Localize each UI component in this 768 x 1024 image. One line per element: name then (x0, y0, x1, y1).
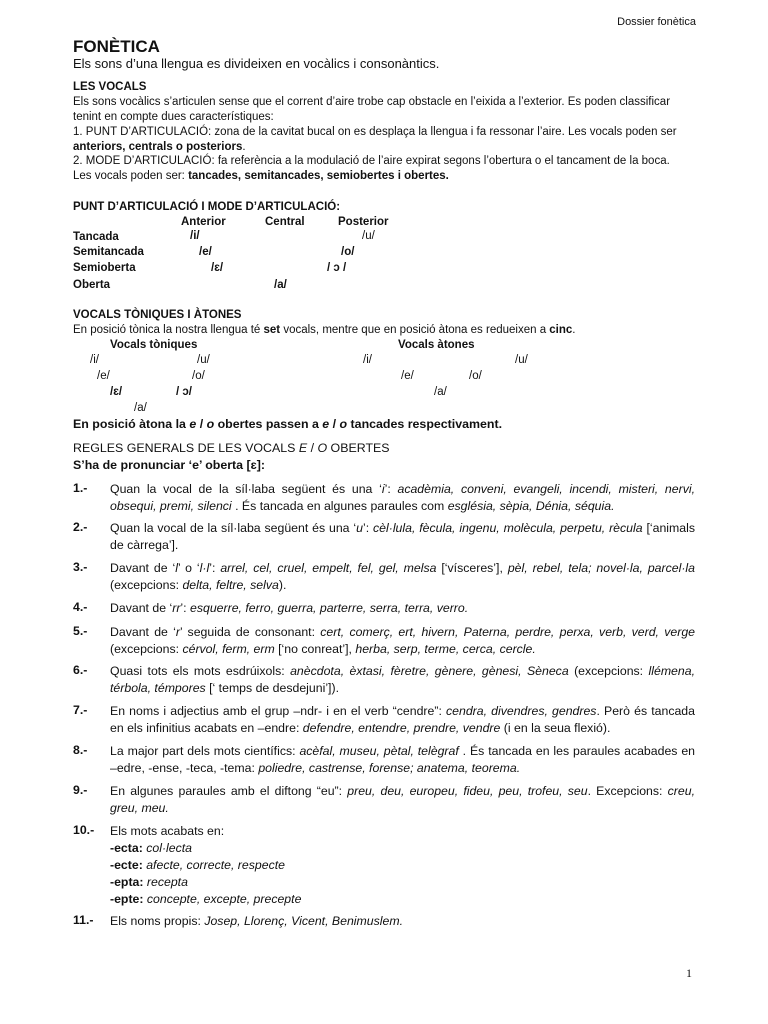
toniques-summary: En posició àtona la e / o obertes passen a e / o tancades respectivament. (73, 417, 503, 431)
col-posterior: Posterior (338, 216, 389, 228)
section-heading-vocals: LES VOCALS (73, 81, 147, 93)
rule-2-number: 2.- (73, 520, 88, 534)
vocals-intro: Els sons vocàlics s’articulen sense que el corrent d’aire trobe cap obstacle en l’eixida a l’exterior. Es poden classificar tenint en compte dues característiques: (73, 96, 671, 123)
rule-10-line-epta: -epta: recepta (110, 875, 188, 889)
rule-8-text: La major part dels mots científics: acèfal, museu, pètal, telègraf . És tancada en les paraules acabades en –edre, -ense, -teca, -tema: poliedre, castrense, forense; anatema, teorema. (110, 744, 696, 775)
page-title: FONÈTICA (73, 37, 160, 56)
rule-1-number: 1.- (73, 481, 88, 495)
toniques-intro: En posició tònica la nostra llengua té set vocals, mentre que en posició àtona es redueixen a cinc. (73, 324, 576, 336)
rule-6-text: Quasi tots els mots esdrúixols: anècdota, èxtasi, fèretre, gènere, gènesi, Sèneca (excepcions: llémena, térbola, témpores [‘ temps de desdejuni’]). (110, 664, 695, 695)
rule-11-text: Els noms propis: Josep, Llorenç, Vicent, Benimuslem. (110, 914, 403, 928)
section-heading-toniques: VOCALS TÒNIQUES I ÀTONES (73, 309, 242, 321)
atona-u: /u/ (515, 354, 528, 366)
rule-6-number: 6.- (73, 663, 88, 677)
rules-subheading: S’ha de pronunciar ‘e’ oberta [ɛ]: (73, 458, 266, 472)
cell-semioberta-anterior: /ɛ/ (211, 262, 224, 274)
rule-3-number: 3.- (73, 560, 88, 574)
atona-i: /i/ (363, 354, 372, 366)
atona-o: /o/ (469, 370, 482, 382)
rule-11-number: 11.- (73, 913, 94, 927)
rule-5-number: 5.- (73, 624, 88, 638)
rule-9-number: 9.- (73, 783, 88, 797)
col-vocals-atones: Vocals àtones (398, 339, 475, 351)
cell-oberta-central: /a/ (274, 279, 287, 291)
vocals-point-2: 2. MODE D’ARTICULACIÓ: fa referència a la modulació de l’aire expirat segons l’obertura o el tancament de la boca. Les vocals poden ser: tancades, semitancades, semiobertes i obertes. (73, 155, 670, 182)
tonica-a: /a/ (134, 402, 147, 414)
col-vocals-toniques: Vocals tòniques (110, 339, 198, 351)
tonica-u: /u/ (197, 354, 210, 366)
page-subtitle: Els sons d’una llengua es divideixen en vocàlics i consonàntics. (73, 56, 440, 71)
row-oberta: Oberta (73, 279, 111, 291)
cell-tancada-anterior: /i/ (190, 230, 200, 242)
rule-5-text: Davant de ‘r’ seguida de consonant: cert, comerç, ert, hivern, Paterna, perdre, perxa, verb, verd, verge (excepcions: cérvol, ferm, erm [‘no conreat’], herba, serp, terme, cerca, cercle. (110, 625, 695, 656)
tonica-o-oberta: / ɔ/ (176, 386, 192, 398)
tonica-e-oberta: /ɛ/ (110, 386, 123, 398)
row-semioberta: Semioberta (73, 262, 136, 274)
section-heading-table: PUNT D’ARTICULACIÓ I MODE D’ARTICULACIÓ: (73, 201, 341, 213)
cell-semioberta-posterior: / ɔ / (327, 262, 347, 274)
rule-10-line-ecta: -ecta: col·lecta (110, 841, 193, 855)
rule-10-line-ecte: -ecte: afecte, correcte, respecte (110, 858, 285, 872)
tonica-o: /o/ (192, 370, 205, 382)
rule-10-text (110, 823, 695, 908)
rule-7-number: 7.- (73, 703, 88, 717)
cell-tancada-posterior: /u/ (362, 230, 375, 242)
document-header: Dossier fonètica (617, 16, 696, 28)
atona-a: /a/ (434, 386, 447, 398)
rule-3-text: Davant de ‘l’ o ‘l·l’: arrel, cel, cruel, empelt, fel, gel, melsa [‘vísceres’], pèl, rebel, tela; novel·la, parcel·la (excepcions: delta, feltre, selva). (110, 561, 695, 592)
page-number: 1 (686, 966, 692, 980)
rule-7-text: En noms i adjectius amb el grup –ndr- i en el verb “cendre”: cendra, divendres, gendres. Però és tancada en els infinitius acabats en –endre: defendre, entendre, prendre, vendre (i en la seua flexió). (110, 704, 695, 735)
tonica-i: /i/ (90, 354, 99, 366)
col-central: Central (265, 216, 305, 228)
vocals-point-1: 1. PUNT D’ARTICULACIÓ: zona de la cavitat bucal on es desplaça la llengua i fa ressonar l’aire. Les vocals poden ser anteriors, centrals o posteriors. (73, 126, 677, 153)
cell-semitancada-anterior: /e/ (199, 246, 212, 258)
rule-8-number: 8.- (73, 743, 88, 757)
section-heading-rules: REGLES GENERALS DE LES VOCALS E / O OBERTES (73, 441, 390, 455)
rule-10-number: 10.- (73, 823, 95, 837)
rule-10-line-epte: -epte: concepte, excepte, precepte (110, 892, 302, 906)
rule-4-number: 4.- (73, 600, 88, 614)
atona-e: /e/ (401, 370, 414, 382)
rule-1-text: Quan la vocal de la síl·laba següent és una ‘i’: acadèmia, conveni, evangeli, incendi, misteri, nervi, obsequi, premi, silenci . És tancada en algunes paraules com església, sèpia, Dénia, séquia. (110, 482, 695, 513)
rule-9-text: En algunes paraules amb el diftong “eu”: preu, deu, europeu, fideu, peu, trofeu, seu. Excepcions: creu, greu, meu. (110, 784, 695, 815)
row-semitancada: Semitancada (73, 246, 144, 258)
rule-4-text: Davant de ‘rr’: esquerre, ferro, guerra, parterre, serra, terra, verro. (110, 601, 469, 615)
col-anterior: Anterior (181, 216, 226, 228)
tonica-e: /e/ (97, 370, 110, 382)
rule-2-text: Quan la vocal de la síl·laba següent és una ‘u’: cèl·lula, fècula, ingenu, molècula, perpetu, rècula [‘animals de càrrega’]. (110, 521, 695, 552)
row-tancada: Tancada (73, 231, 119, 243)
cell-semitancada-posterior: /o/ (341, 246, 355, 258)
rule-10-title: Els mots acabats en: (110, 824, 225, 838)
